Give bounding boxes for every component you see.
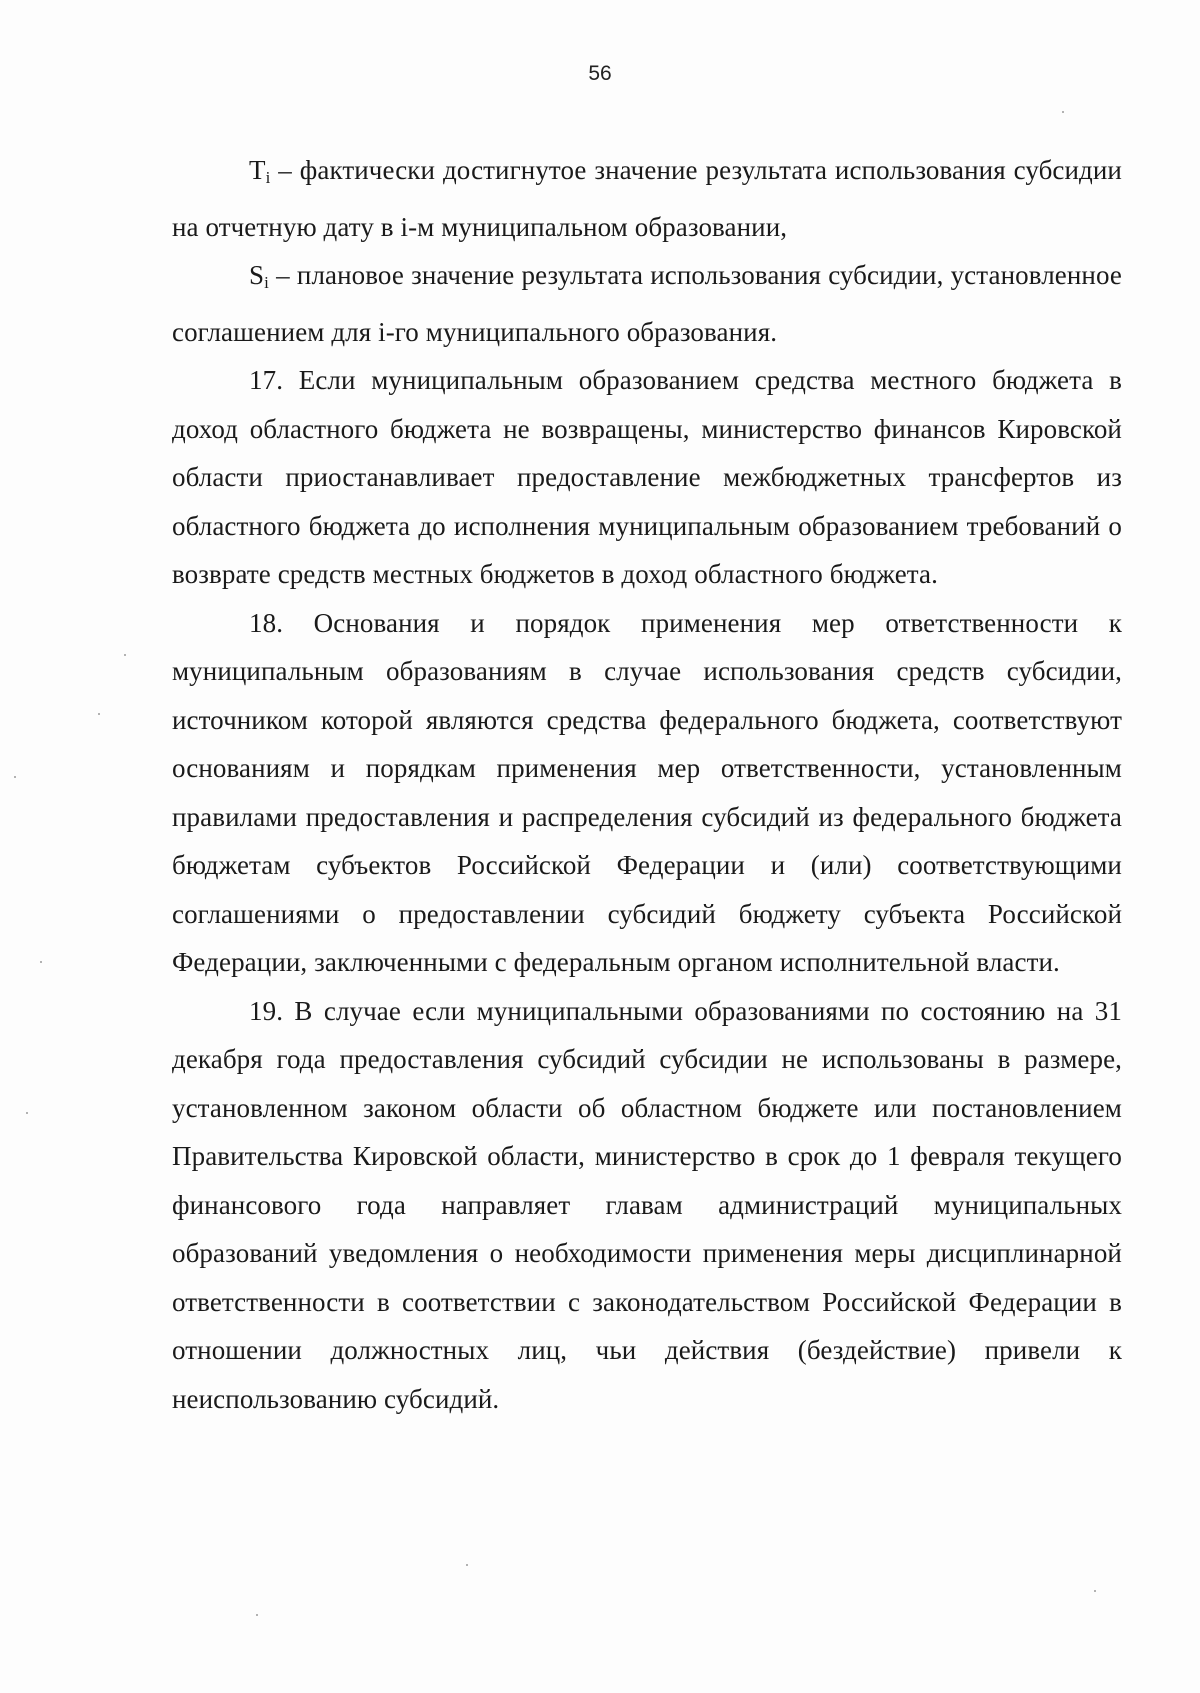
definition-paragraph-ti [172,146,1122,251]
document-body [172,146,1122,1423]
scan-speck [14,776,16,778]
symbol-t: T [249,155,266,185]
scan-speck [98,713,100,715]
definition-ti-text: – фактически достигнутое значение результата использования субсидии на отчетную дату в i-м муниципальном образовании, [172,155,1122,242]
scan-speck [256,1614,258,1616]
page-number: 56 [588,62,612,85]
scan-speck [40,961,42,963]
scan-speck [1094,1590,1096,1592]
clause-17: 17. Если муниципальным образованием средства местного бюджета в доход областного бюджета не возвращены, министерство финансов Кировской области приостанавливает предоставление межбюджетных трансфертов из областного бюджета до исполнения муниципальным образованием требований о возврате средств местных бюджетов в доход областного бюджета. [172,365,1122,589]
symbol-s-subscript: i [264,273,269,292]
scan-speck [124,654,126,656]
scan-speck [26,1112,28,1114]
clause-19: 19. В случае если муниципальными образованиями по состоянию на 31 декабря года предоставления субсидий субсидии не использованы в размере, установленном законом области об областном бюджете или постановлением Правительства Кировской области, министерство в срок до 1 февраля текущего финансового года направляет главам администраций муниципальных образований уведомления о необходимости применения меры дисциплинарной ответственности в соответствии с законодательством Российской Федерации в отношении должностных лиц, чьи действия (бездействие) привели к неиспользованию субсидий. [172,995,1122,1414]
symbol-t-subscript: i [265,168,271,187]
symbol-s: S [249,260,265,290]
clause-18: 18. Основания и порядок применения мер ответственности к муниципальным образованиям в случае использования средств субсидии, источником которой являются средства федерального бюджета, соответствуют основаниям и порядкам применения мер ответственности, установленным правилами предоставления и распределения субсидий из федерального бюджета бюджетам субъектов Российской Федерации и (или) соответствующими соглашениями о предоставлении субсидий бюджету субъекта Российской Федерации, заключенными с федеральным органом исполнительной власти. [172,607,1122,977]
definition-paragraph-si [172,251,1122,356]
scan-speck [466,1564,468,1566]
definition-si-text: – плановое значение результата использования субсидии, установленное соглашением для i-го муниципального образования. [172,260,1122,347]
scan-speck [1062,111,1064,113]
